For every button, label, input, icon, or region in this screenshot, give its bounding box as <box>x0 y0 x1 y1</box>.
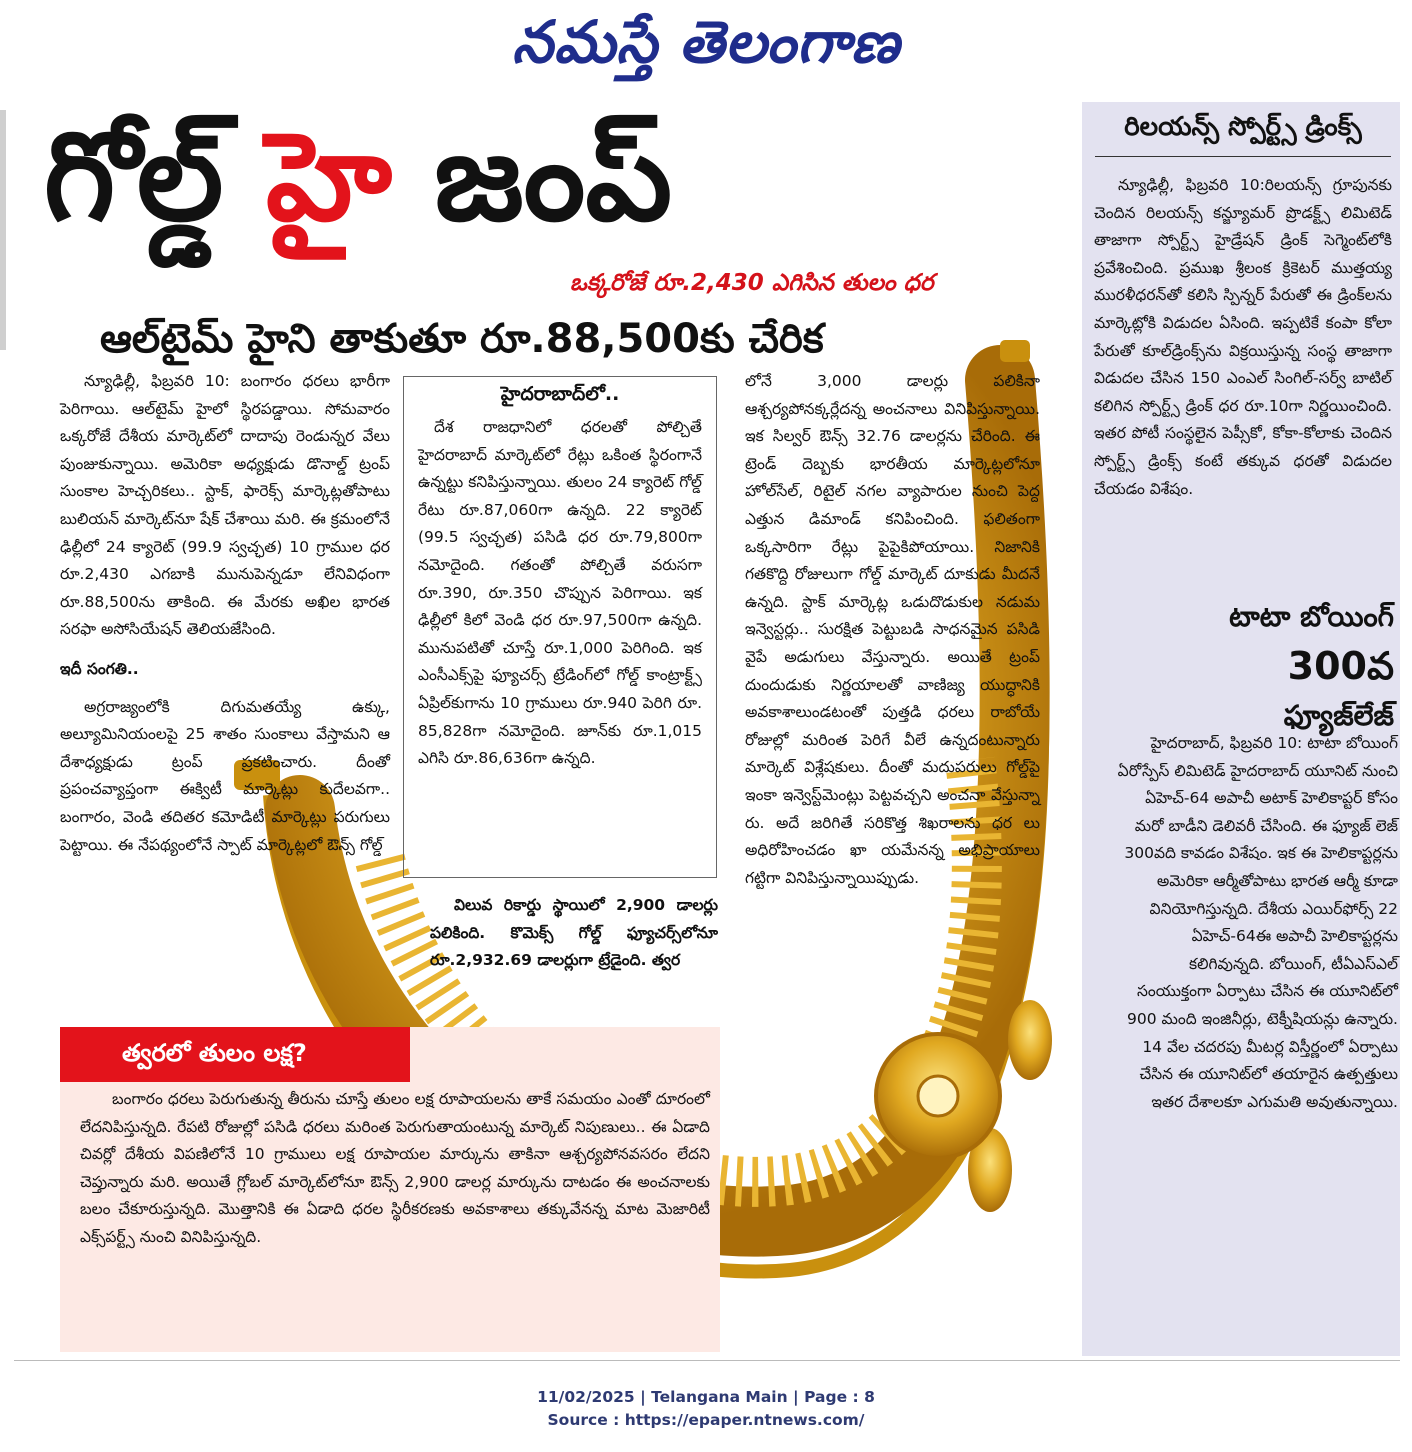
lakh-box-title: త్వరలో తులం లక్ష? <box>60 1027 410 1082</box>
page-footer <box>0 1386 1412 1432</box>
article-column-2-continued <box>430 892 718 983</box>
sidebar-story2-title <box>1200 596 1394 737</box>
hyderabad-box-text: దేశ రాజధానిలో ధరలతో పోల్చితే హైదరాబాద్ మార్కెట్‌లో రేట్లు ఒకింత స్థిరంగానే ఉన్నట్టు కనిపిస్తున్నాయి. తులం 24 క్యారెట్ గోల్డ్ రేటు రూ.87,060గా ఉన్నది. 22 క్యారెట్ (99.5 స్వచ్ఛత) పసిడి ధర రూ.79,800గా నమోదైంది. గతంతో పోల్చితే వరుసగా రూ.390, రూ.350 చొప్పున పెరిగాయి. ఇక ఢిల్లీలో కిలో వెండి ధర రూ.97,500గా ఉన్నది. మునుపటితో చూస్తే రూ.1,000 పెరిగింది. ఇక ఎంసీఎక్స్‌పై ఫ్యూచర్స్ ట్రేడింగ్‌లో గోల్డ్ కాంట్రాక్ట్స్ ఏప్రిల్‌కుగాను 10 గ్రాములు రూ.940 పెరిగి రూ. 85,828గా నమోదైంది. జూన్‌కు రూ.1,015 ఎగిసి రూ.86,636గా ఉన్నది. <box>418 418 702 768</box>
article-paragraph: న్యూఢిల్లీ, ఫిబ్రవరి 10:రిలయన్స్ గ్రూపునకు చెందిన రిలయన్స్ కన్జ్యూమర్ ప్రొడక్ట్స్ లిమిటెడ్ తాజాగా స్పోర్ట్స్ హైడ్రేషన్ డ్రింక్ సెగ్మెంట్‌లోకి ప్రవేశించింది. ప్రముఖ శ్రీలంక క్రికెటర్ ముత్తయ్య మురళీధరన్‌తో కలిసి స్పిన్నర్ పేరుతో ఈ డ్రింక్‌లను మార్కెట్లోకి విడుదల ఏసింది. ఇప్పటికే కంపా కోలా పేరుతో కూల్‌డ్రింక్స్‌ను విక్రయిస్తున్న సంస్థ తాజాగా విడుదల చేసిన 150 ఎంఎల్ సింగిల్-సర్వ్ బాటిల్ కలిగిన స్పోర్ట్స్ డ్రింక్ ధర రూ.10గా నిర్ణయించింది. ఇతర పోటీ సంస్థలైన పెప్సీకో, కోకా-కోలాకు చెందిన స్పోర్ట్స్ డ్రింక్స్ కంటే తక్కువ ధరతో విడుదల చేయడం విశేషం. <box>1094 176 1392 498</box>
hyderabad-box-title: హైదరాబాద్‌లో.. <box>500 383 620 405</box>
article-paragraph: బంగారం ధరలు పెరుగుతున్న తీరును చూస్తే తులం లక్ష రూపాయలను తాకే సమయం ఎంతో దూరంలో లేదనిపిస్తున్నది. రేపటి రోజుల్లో పసిడి ధరలు మరింత పెరుగుతాయంటున్న మార్కెట్ నిపుణులు.. ఈ ఏడాది చివర్లో దేశీయ విపణిలోనే 10 గ్రాములు లక్ష రూపాయల మార్కును తాకినా ఆశ్చర్యపోనవసరం లేదని చెప్తున్నారు మరి. అయితే గ్లోబల్ మార్కెట్‌లోనూ ఔన్స్ 2,900 డాలర్ల మార్కును దాటడం ఈ అంచనాలకు బలం చేకూరుస్తున్నది. మొత్తానికి ఈ ఏడాది ధరల స్థిరీకరణకు అవకాశాలు తక్కువేనన్న మాట మెజారిటీ ఎక్స్‌పర్ట్స్ నుంచి వినిపిస్తున్నది. <box>80 1090 710 1246</box>
article-column-3 <box>745 368 1040 900</box>
sidebar-story2-title-line2: 300వ <box>1287 644 1394 688</box>
lakh-box-text <box>80 1086 710 1260</box>
headline-subdeck: ఒక్కరోజే రూ.2,430 ఎగిసిన తులం ధర <box>570 270 934 296</box>
sidebar-story1-title: రిలయన్స్ స్పోర్ట్స్ డ్రింక్స్ <box>1095 112 1391 157</box>
article-paragraph: అగ్రరాజ్యంలోకి దిగుమతయ్యే ఉక్కు, అల్యూమినియంలపై 25 శాతం సుంకాలు వేస్తామని ఆ దేశాధ్యక్షుడు ట్రంప్ ప్రకటించారు. దీంతో ప్రపంచవ్యాప్తంగా ఈక్విటీ మార్కెట్లు కుదేలవగా.. బంగారం, వెండి తదితర కమోడిటీ మార్కెట్లు పరుగులు పెట్టాయి. ఈ నేపథ్యంలోనే స్పాట్ మార్కెట్లలో ఔన్స్ గోల్డ్ <box>60 697 390 854</box>
page-edge <box>0 110 6 350</box>
headline-word-jump: జంప్ <box>434 106 673 248</box>
sidebar-story2-title-line3: ఫ్యూజ్‌లేజ్ <box>1283 699 1394 732</box>
headline-word-gold: గోల్డ్ <box>44 106 224 248</box>
article-paragraph: విలువ రికార్డు స్థాయిలో 2,900 డాలర్లు పలికింది. కొమెక్స్ గోల్డ్ ఫ్యూచర్స్‌లోనూ రూ.2,932.69 డాలర్లుగా ట్రేడైంది. త్వర <box>430 896 718 970</box>
sidebar-story1 <box>1094 172 1392 511</box>
article-paragraph: న్యూఢిల్లీ, ఫిబ్రవరి 10: బంగారం ధరలు భారీగా పెరిగాయి. ఆల్‌టైమ్ హైలో స్థిరపడ్డాయి. సోమవారం ఒక్కరోజే దేశీయ మార్కెట్‌లో దాదాపు రెండున్నర వేలు పుంజుకున్నాయి. అమెరికా అధ్యక్షుడు డొనాల్డ్ ట్రంప్ సుంకాల హెచ్చరికలు.. స్టాక్, ఫారెక్స్ మార్కెట్లతోపాటు బులియన్ మార్కెట్‌నూ షేక్ చేశాయి మరి. ఈ క్రమంలోనే ఢిల్లీలో 24 క్యారెట్ (99.9 స్వచ్ఛత) 10 గ్రాముల ధర రూ.2,430 ఎగబాకి మునుపెన్నడూ లేనివిధంగా రూ.88,500ను తాకింది. ఈ మేరకు అఖిల భారత సరఫా అసోసియేషన్ తెలియజేసింది. <box>60 372 390 639</box>
hyderabad-box <box>403 376 717 878</box>
sidebar-story2 <box>1116 730 1398 1124</box>
article-column-1 <box>60 368 390 867</box>
article-paragraph: లోనే 3,000 డాలర్లు పలికినా ఆశ్చర్యపోనక్కర్లేదన్న అంచనాలు వినిపిస్తున్నాయి. ఇక సిల్వర్ ఔన్స్ 32.76 డాలర్లను చేరింది. ఈ ట్రెండ్ దెబ్బకు భారతీయ మార్కెట్లలోనూ హోల్‌సేల్, రిటైల్ నగల వ్యాపారుల నుంచి పెద్ద ఎత్తున డిమాండ్ కనిపించింది. ఫలితంగా ఒక్కసారిగా రేట్లు పైపైకిపోయాయి. నిజానికి గతకొద్ది రోజులుగా గోల్డ్ మార్కెట్ దూకుడు మీదనే ఉన్నది. స్టాక్ మార్కెట్ల ఒడుదొడుకుల నడుమ ఇన్వెస్టర్లు.. సురక్షిత పెట్టుబడి సాధనమైన పసిడి వైపే అడుగులు వేస్తున్నారు. అయితే ట్రంప్ దుందుడుకు నిర్ణయాలతో వాణిజ్య యుద్ధానికి అవకాశాలుండటంతో పుత్తడి ధరలు రాబోయే రోజుల్లో మరింత పెరిగే వీలే ఉన్నదంటున్నారు మార్కెట్ విశ్లేషకులు. దీంతో మదుపరులు గోల్డ్‌పై ఇంకా ఇన్వెస్ట్‌మెంట్లు పెట్టవచ్చని అంచనా వేస్తున్నా రు. అదే జరిగితే సరికొత్త శిఖరాలను ధర లు అధిరోహించడం ఖా యమేనన్న అభిప్రాయాలు గట్టిగా వినిపిస్తున్నాయిప్పుడు. <box>745 372 1040 887</box>
sidebar-story2-title-line1: టాటా బోయింగ్ <box>1229 600 1394 633</box>
headline-deck: ఆల్‌టైమ్ హైని తాకుతూ రూ.88,500కు చేరిక <box>100 316 824 362</box>
article-subhead: ఇదీ సంగతి.. <box>60 659 139 678</box>
footer-edition: 11/02/2025 | Telangana Main | Page : 8 <box>537 1388 875 1406</box>
masthead-logo: నమస్తే తెలంగాణ <box>512 8 900 76</box>
headline-word-high: హై <box>265 106 392 248</box>
article-paragraph: హైదరాబాద్, ఫిబ్రవరి 10: టాటా బోయింగ్ ఏరోస్పేస్ లిమిటెడ్ హైదరాబాద్ యూనిట్ నుంచి ఏహెచ్-64 అపాచీ అటాక్ హెలికాప్టర్ కోసం మరో బాడీని డెలివరీ చేసింది. ఈ ఫ్యూజ్ లెజ్ 300వది కావడం విశేషం. ఇక ఈ హెలికాప్టర్లను అమెరికా ఆర్మీతోపాటు భారత ఆర్మీ కూడా వినియోగిస్తున్నది. దేశీయ ఎయిర్‌ఫోర్స్ 22 ఏహెచ్-64ఈ అపాచీ హెలికాప్టర్లను కలిగివున్నది. బోయింగ్, టీఏఎస్ఎల్ సంయుక్తంగా ఏర్పాటు చేసిన ఈ యూనిట్‌లో 900 మంది ఇంజినీర్లు, టెక్నీషియన్లు ఉన్నారు. 14 వేల చదరపు మీటర్ల విస్తీర్ణంలో ఏర్పాటు చేసిన ఈ యూనిట్‌లో తయారైన ఉత్పత్తులు ఇతర దేశాలకూ ఎగుమతి అవుతున్నాయి. <box>1117 734 1398 1111</box>
headline <box>44 106 673 248</box>
footer-source: Source : https://epaper.ntnews.com/ <box>547 1411 865 1429</box>
